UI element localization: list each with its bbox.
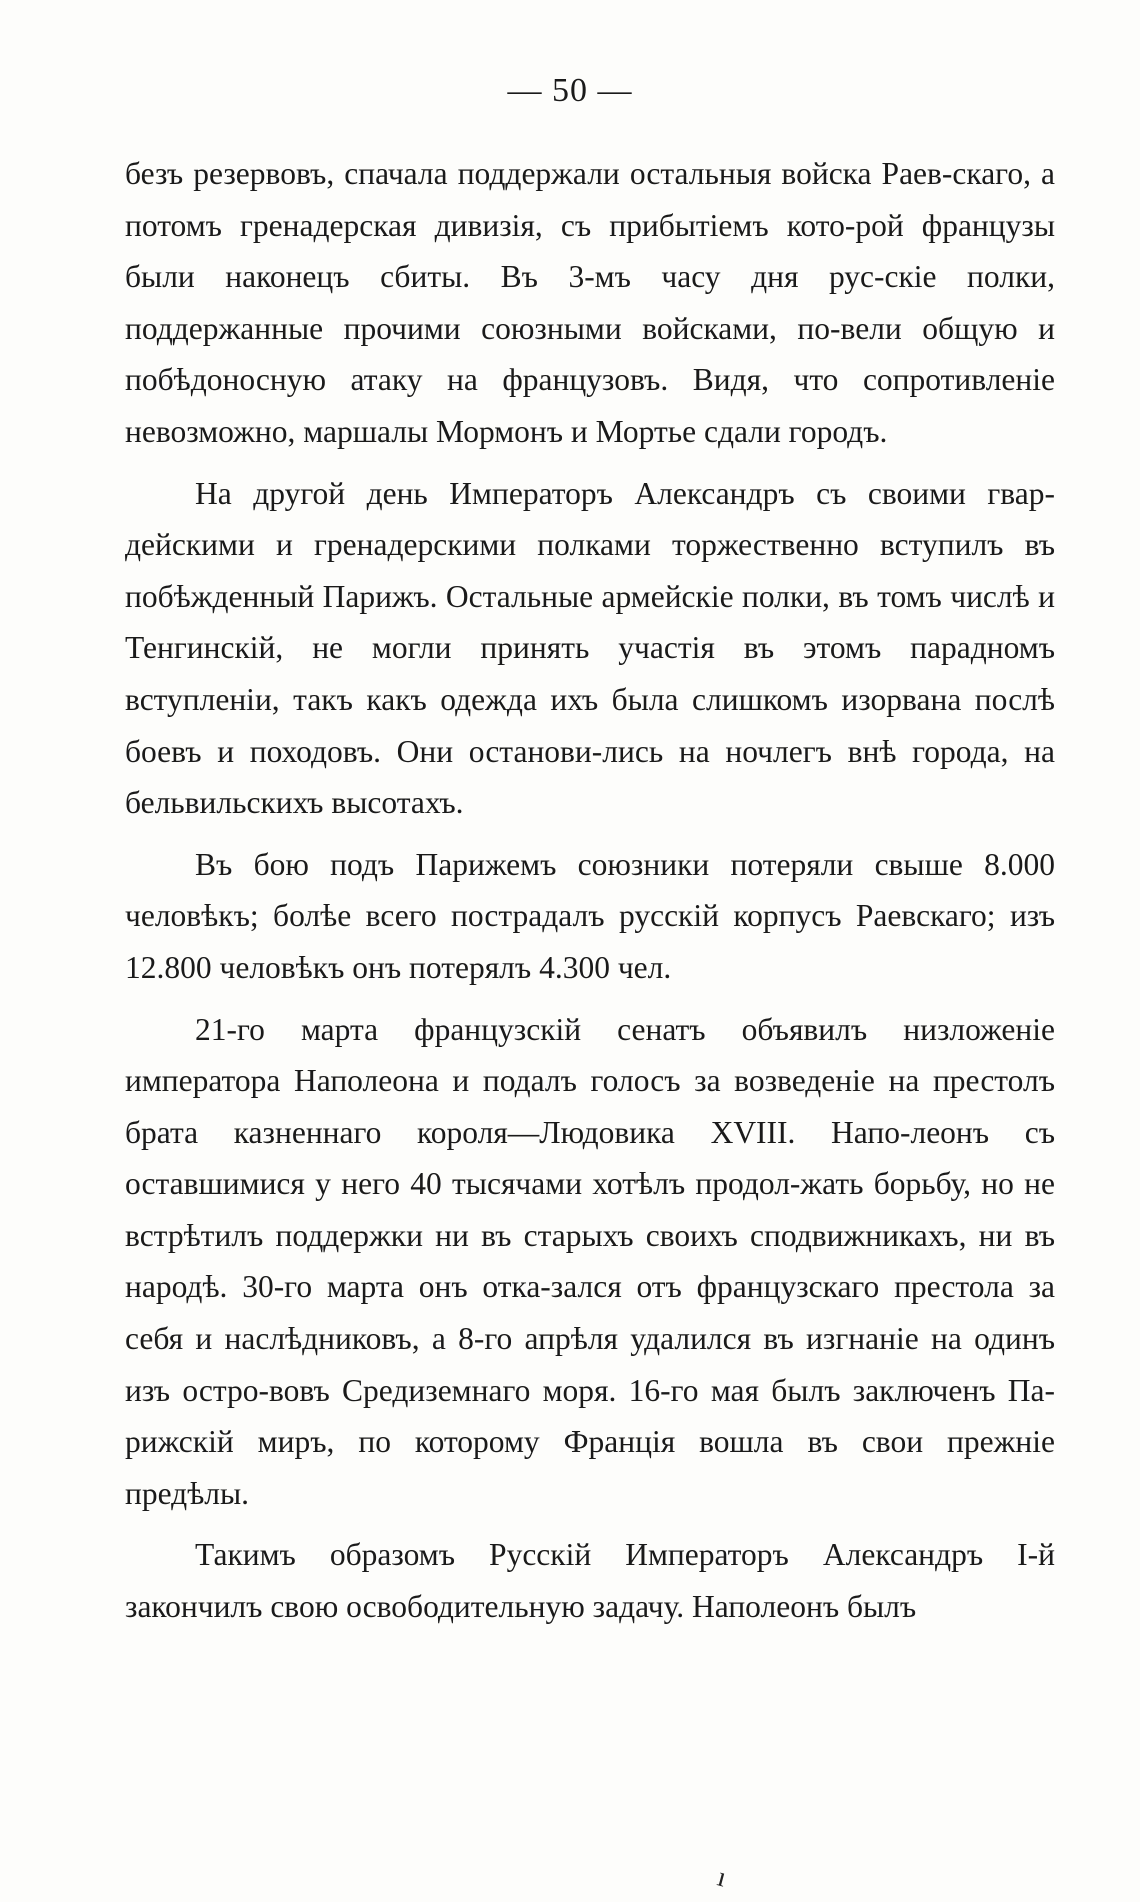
printer-mark: ı <box>714 1861 730 1894</box>
paragraph-5: Такимъ образомъ Русскій Императоръ Александръ I-й закончилъ свою освободительную задачу. Наполеонъ былъ <box>125 1537 1055 1625</box>
paragraph-2: На другой день Императоръ Александръ съ своими гвар-дейскими и гренадерскими полками торжественно вступилъ въ побѣжденный Парижъ. Остальные армейскіе полки, въ томъ числѣ и Тенгинскій, не могли принять участія въ этомъ парадномъ вступленіи, такъ какъ одежда ихъ была слишкомъ изорвана послѣ боевъ и походовъ. Они останови-лись на ночлегъ внѣ города, на бельвильскихъ высотахъ. <box>125 475 1055 821</box>
page-number: — 50 — <box>507 72 633 109</box>
paragraph-4: 21-го марта французскій сенатъ объявилъ низложеніе императора Наполеона и подалъ голосъ за возведеніе на престолъ брата казненнаго короля—Людовика XVIII. Напо-леонъ съ оставшимися у него 40 тысячами хотѣлъ продол-жать борьбу, но не встрѣтилъ поддержки ни въ старыхъ своихъ сподвижникахъ, ни въ народѣ. 30-го марта онъ отка-зался отъ французскаго престола за себя и наслѣдниковъ, а 8-го апрѣля удалился въ изгнаніе на одинъ изъ остро-вовъ Средиземнаго моря. 16-го мая былъ заключенъ Па-рижскій миръ, по которому Франція вошла въ свои прежніе предѣлы. <box>125 1011 1055 1511</box>
paragraph-3: Въ бою подъ Парижемъ союзники потеряли свыше 8.000 человѣкъ; болѣе всего пострадалъ русскій корпусъ Раевскаго; изъ 12.800 человѣкъ онъ потерялъ 4.300 чел. <box>125 846 1055 985</box>
body-text <box>125 148 1055 1633</box>
paragraph-1: безъ резервовъ, спачала поддержали остальныя войска Раев-скаго, а потомъ гренадерская дивизія, съ прибытіемъ кото-рой французы были наконецъ сбиты. Въ 3-мъ часу дня рус-скіе полки, поддержанные прочими союзными войсками, по-вели общую и побѣдоносную атаку на французовъ. Видя, что сопротивленіе невозможно, маршалы Мормонъ и Мортье сдали городъ. <box>125 156 1055 449</box>
